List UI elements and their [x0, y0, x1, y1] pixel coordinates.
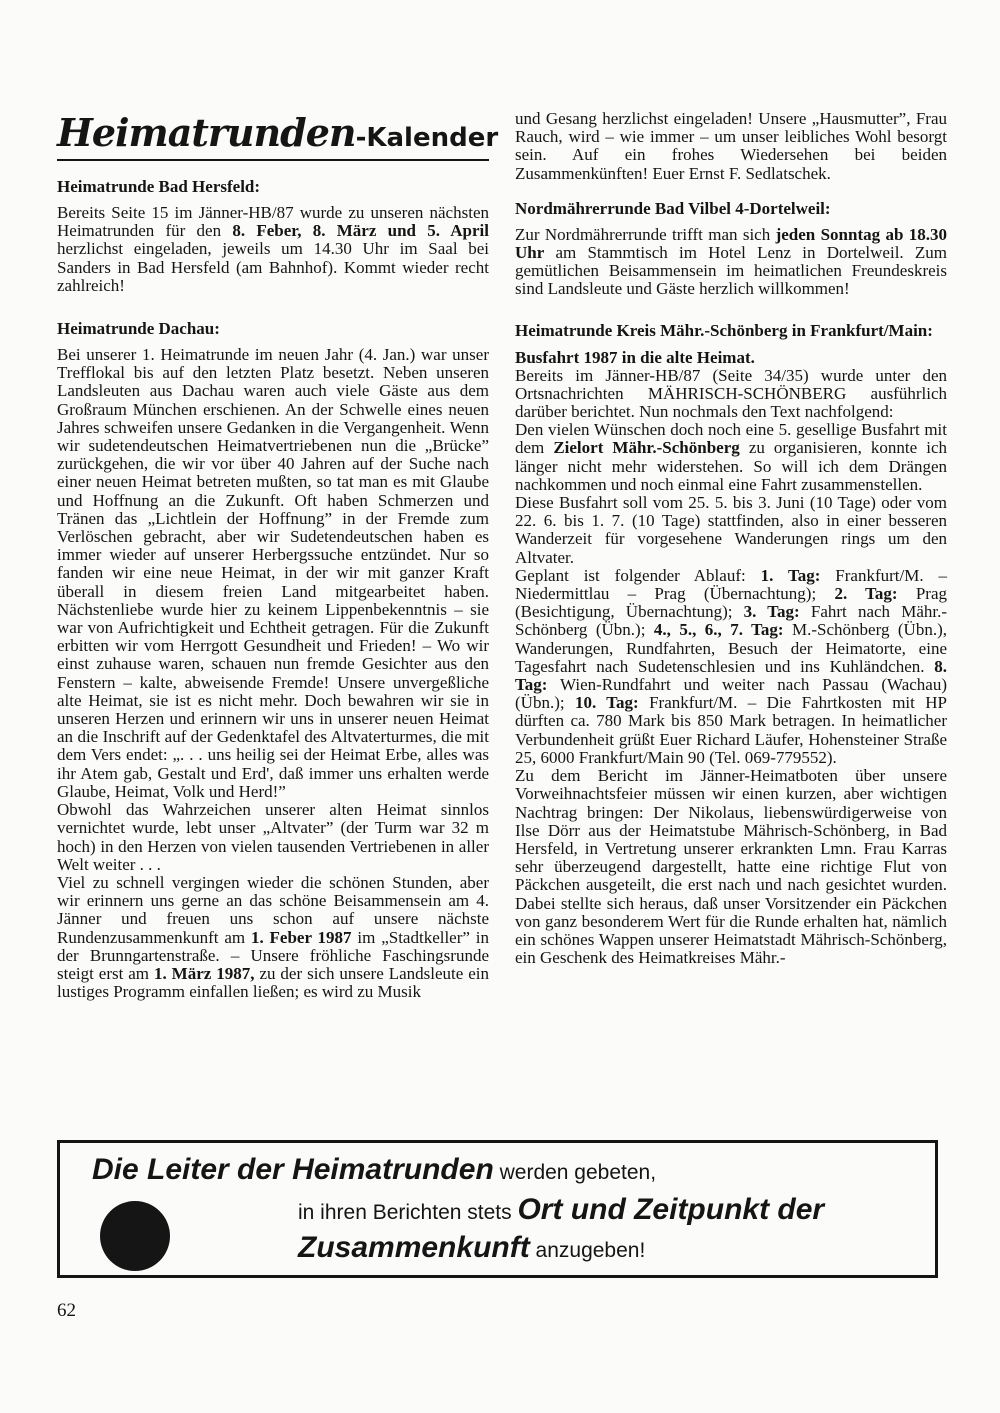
bold-run: 4., 5., 6., 7. Tag:: [653, 620, 784, 640]
masthead-plain: -Kalender: [355, 123, 499, 153]
article-dachau-continued: und Gesang herzlichst eingeladen! Unsere „Hausmutter”, Frau Rauch, wird – wie immer – um unser leibliches Wohl besorgt sein. Auf ein frohes Wiedersehen bei beiden Zusammenkünften! Euer Ernst F. Sedlatschek.: [515, 109, 947, 183]
notice-box: [57, 1140, 938, 1278]
bold-run: Zielort Mähr.-Schönberg: [553, 438, 740, 458]
left-column: [57, 110, 499, 1002]
text-run: Bereits Seite 15 im Jänner-HB/87 wurde zu unseren nächsten Heimatrunden für den: [57, 203, 489, 241]
paragraph: [515, 567, 947, 767]
article-bad-hersfeld: [57, 204, 489, 295]
notice-emphasis: Ort und Zeitpunkt der: [517, 1193, 825, 1226]
text-run: im „Stadtkeller” in der Brunngartenstraße. – Unsere fröhliche Faschingsrunde steigt erst am: [57, 927, 490, 983]
bold-run: 1. Tag:: [760, 565, 821, 585]
bold-run: jeden Sonntag ab 18.30 Uhr: [515, 224, 948, 263]
heading-frankfurt: Heimatrunde Kreis Mähr.-Schönberg in Frankfurt/Main:: [515, 320, 933, 340]
paragraph: Bei unserer 1. Heimatrunde im neuen Jahr (4. Jan.) war unser Trefflokal bis auf den letzten Platz besetzt. Neben unseren Landsleuten aus Dachau waren auch viele Gäste aus dem Großraum München erschienen. An der Schwelle eines neuen Jahres schweifen unsere Gedanken in die Vergangenheit. Wenn wir sudetendeutschen Heimatvertriebenen nun die „Brücke” zurückgehen, die wir vor über 40 Jahren auf der Suche nach einer neuen Heimat betreten mußten, so tat man es mit Glaube und Hoffnung an die Zukunft. Oft haben Schmerzen und Tränen das „Lichtlein der Hoffnung” in der Fremde zum Verlöschen gebracht, aber wir Sudetendeutschen haben es immer wieder auf unserer Herbergssuche entzündet. Nur so fanden wir eine neue Heimat, in der wir mit ganzer Kraft überall in diesem freien Land mitgearbeitet haben. Nächstenliebe wurde hier zu keinem Lippenbekenntnis – sie war von Aufrichtigkeit und Echtheit getragen. Für die Zukunft erbitten wir vom Herrgott Gesundheit und Frieden! – Wo wir einst zuhause waren, schauen nun fremde Gesichter aus den Fenstern – kalte, abweisende Fremde! Unsere unvergeßliche alte Heimat, sie ist es nicht mehr. Doch bewahren wir sie in unseren Herzen und erinnern wir uns in unserer neuen Heimat an die Inschrift auf der Gedenktafel des Altvaterturmes, die mit dem Vers endet: „. . . uns heilig sei der Heimat Erbe, alles was ihr Atem gab, Gestalt und Erd', daß immer uns erhalten werde Glaube, Heimat, Volk und Herd!”: [57, 345, 489, 801]
paragraph: Zu dem Bericht im Jänner-Heimatboten über unsere Vorweihnachtsfeier müssen wir einen kurzen, aber wichtigen Nachtrag bringen: Der Nikolaus, liebenswürdigerweise von Ilse Dörr aus der Heimatstube Mährisch-Schönberg, in Bad Hersfeld, in Vertretung unserer erkrankten Lmn. Frau Karras sehr überzeugend dargestellt, hatte eine richtige Flut von Päckchen ausgeteilt, die erst nach und nach gesichtet wurden. Dabei stellte sich heraus, daß unser Vorsitzender ein Päckchen von ganz besonderem Wert für die Runde erhalten hat, nämlich ein schönes Wappen unserer Heimatstadt Mährisch-Schönberg, ein Geschenk des Heimatkreises Mähr.-: [515, 766, 947, 968]
masthead-script: Heimatrunden: [57, 110, 356, 155]
bold-run: 3. Tag:: [743, 602, 800, 622]
heading-bad-hersfeld: Heimatrunde Bad Hersfeld:: [57, 177, 261, 196]
paragraph: [57, 874, 489, 1001]
paragraph: Obwohl das Wahrzeichen unserer alten Heimat sinnlos vernichtet wurde, lebt unser „Altvater” (der Turm war 32 m hoch) in den Herzen von vielen tausenden Vertriebenen in aller Welt weiter . . .: [57, 800, 489, 874]
text-run: zu der sich unsere Landsleute ein lustiges Programm einfallen ließen; es wird zu Musik: [57, 963, 489, 1002]
notice-emphasis: Zusammenkunft: [298, 1231, 530, 1264]
notice-line-1: [92, 1153, 656, 1187]
text-run: M.-Schönberg (Übn.), Wanderungen, Rundfahrten, Besuch der Heimatorte, eine Tagesfahrt nach Sudetenschlesien und ins Kuhländchen.: [515, 620, 947, 676]
bold-run: 2. Tag:: [834, 584, 898, 604]
bullet-dot-icon: [100, 1201, 170, 1271]
page-number: 62: [57, 1300, 76, 1321]
text-run: Viel zu schnell vergingen wieder die schönen Stunden, aber wir erinnern uns gerne an das schöne Beisammensein am 4. Jänner und freuen uns schon auf unsere nächste Rundenzusammenkunft am: [57, 872, 489, 947]
notice-line-3: [298, 1231, 645, 1265]
bold-run: 1. März 1987,: [153, 963, 255, 983]
notice-text: anzugeben!: [529, 1239, 646, 1262]
article-dortelweil: [515, 226, 947, 299]
article-frankfurt: [515, 367, 947, 968]
text-run: Frankfurt/M. – Niedermittlau – Prag (Übernachtung);: [515, 565, 948, 604]
bold-run: 10. Tag:: [574, 693, 639, 713]
subheading-busfahrt: Busfahrt 1987 in die alte Heimat.: [515, 347, 755, 367]
paragraph: [515, 421, 947, 494]
article-dachau: [57, 346, 489, 1001]
text-run: herzlichst eingeladen, jeweils um 14.30 Uhr im Saal bei Sanders in Bad Hersfeld (am Bahnhof). Kommt wieder recht zahlreich!: [57, 239, 489, 295]
notice-line-2: [298, 1193, 824, 1227]
text-run: Fahrt nach Mähr.-Schönberg (Übn.);: [515, 602, 947, 640]
text-run: Geplant ist folgender Ablauf:: [515, 565, 761, 585]
bold-run: 1. Feber 1987: [250, 927, 352, 947]
notice-emphasis: Die Leiter der Heimatrunden: [92, 1153, 494, 1186]
text-run: Prag (Besichtigung, Übernachtung);: [515, 584, 947, 622]
bold-run: 8. Tag:: [515, 656, 947, 695]
notice-text: werden gebeten,: [493, 1161, 657, 1184]
paragraph: Diese Busfahrt soll vom 25. 5. bis 3. Juni (10 Tage) oder vom 22. 6. bis 1. 7. (10 Tage) stattfinden, also in einer besseren Wanderzeit für vorgesehene Wanderungen rings um den Altvater.: [515, 493, 947, 567]
text-run: am Stammtisch im Hotel Lenz in Dortelweil. Zum gemütlichen Beisammensein im heimatlichen Freundeskreis sind Landsleute und Gäste herzlich willkommen!: [515, 243, 947, 299]
heading-dachau: Heimatrunde Dachau:: [57, 319, 220, 339]
masthead-title: [57, 110, 499, 161]
text-run: Zur Nordmährerrunde trifft man sich: [515, 224, 776, 244]
bold-run: 8. Feber, 8. März und 5. April: [232, 221, 489, 241]
text-run: zu organisieren, konnte ich länger nicht mehr widerstehen. So will ich dem Drängen nachkommen und noch einmal eine Fahrt zusammenstellen.: [515, 438, 947, 494]
text-run: Frankfurt/M. – Die Fahrtkosten mit HP dürften ca. 780 Mark bis 850 Mark betragen. In heimatlicher Verbundenheit grüßt Euer Richard Läufer, Hohensteiner Straße 25, 6000 Frankfurt/Main 90 (Tel. 069-779552).: [515, 693, 947, 767]
right-column: [515, 110, 947, 967]
heading-dortelweil: Nordmährerrunde Bad Vilbel 4-Dortelweil:: [515, 198, 831, 218]
paragraph: Bereits im Jänner-HB/87 (Seite 34/35) wurde unter den Ortsnachrichten MÄHRISCH-SCHÖNBERG ausführlich darüber berichtet. Nun nochmals den Text nachfolgend:: [515, 365, 947, 422]
text-run: Wien-Rundfahrt und weiter nach Passau (Wachau) (Übn.);: [515, 675, 947, 713]
text-run: Den vielen Wünschen doch noch eine 5. gesellige Busfahrt mit dem: [515, 420, 947, 458]
notice-text: in ihren Berichten stets: [298, 1201, 518, 1224]
